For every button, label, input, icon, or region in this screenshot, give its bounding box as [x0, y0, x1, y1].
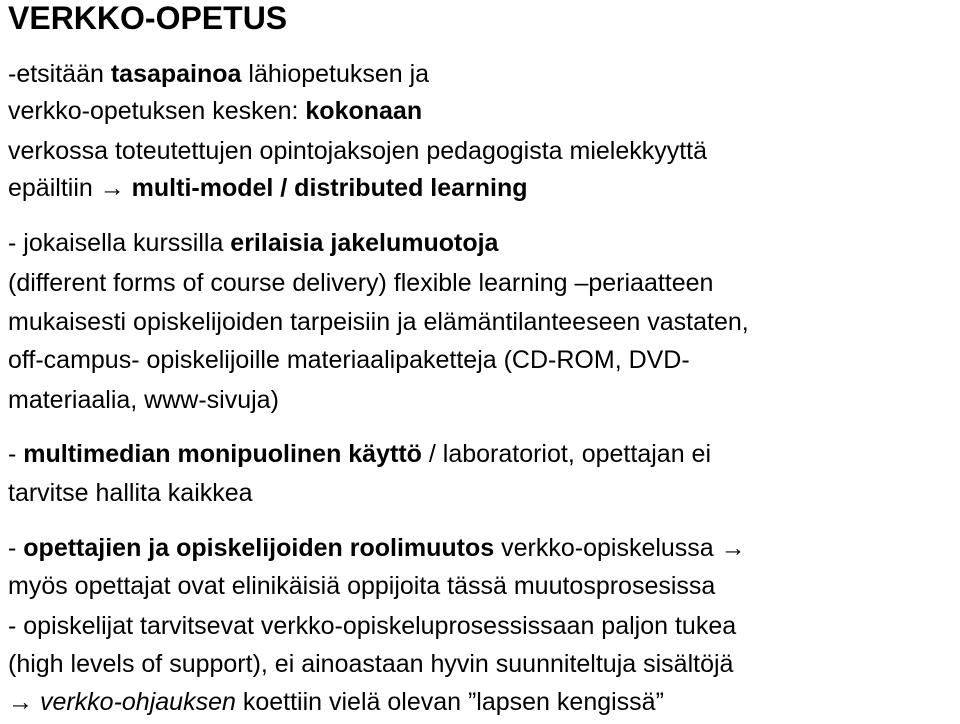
- text-run: - opiskelijat tarvitsevat verkko-opiskeluprosessissaan paljon tukea: [8, 612, 737, 640]
- text-run: erilaisia jakelumuotoja: [230, 229, 499, 257]
- text-run: kokonaan: [305, 97, 423, 125]
- text-line: [8, 267, 713, 299]
- text-run: / laboratoriot, opettajan ei: [421, 440, 711, 468]
- arrow-icon: →: [8, 688, 33, 716]
- text-run: tarvitse hallita kaikkea: [8, 479, 253, 507]
- text-line: [8, 686, 664, 718]
- text-line: [8, 532, 746, 564]
- text-run: verkko-ohjauksen: [33, 688, 236, 716]
- text-run: lähiopetuksen ja: [241, 60, 430, 88]
- text-line: [8, 344, 690, 376]
- text-run: myös opettajat ovat elinikäisiä oppijoita tässä muutosprosesissa: [8, 572, 716, 600]
- text-run: -etsitään: [8, 60, 111, 88]
- text-run: -: [8, 440, 24, 468]
- text-line: [8, 135, 707, 167]
- text-line: [8, 477, 253, 509]
- text-run: - jokaisella kurssilla: [8, 229, 231, 257]
- arrow-icon: →: [720, 534, 746, 562]
- text-line: [8, 570, 715, 602]
- text-run: verkossa toteutettujen opintojaksojen pedagogista mielekkyyttä: [8, 137, 708, 165]
- text-run: (high levels of support), ei ainoastaan hyvin suunniteltuja sisältöjä: [8, 650, 734, 678]
- text-run: materiaalia, www-sivuja): [8, 386, 279, 414]
- text-run: -: [8, 534, 24, 562]
- text-line: [8, 648, 733, 680]
- text-line: [8, 227, 498, 259]
- text-line: [8, 610, 736, 642]
- arrow-icon: →: [99, 174, 125, 202]
- text-run: mukaisesti opiskelijoiden tarpeisiin ja elämäntilanteeseen vastaten,: [8, 308, 749, 336]
- page-title: VERKKO-OPETUS: [8, 0, 288, 36]
- text-run: verkko-opetuksen kesken:: [8, 97, 306, 125]
- text-line: [8, 438, 711, 470]
- text-run: tasapainoa: [110, 60, 242, 88]
- text-line: [8, 172, 528, 204]
- text-run: opettajien ja opiskelijoiden roolimuutos: [23, 534, 495, 562]
- text-run: multimedian monipuolinen käyttö: [23, 440, 422, 468]
- text-run: (different forms of course delivery) flexible learning –periaatteen: [8, 269, 714, 297]
- text-run: verkko-opiskelussa: [494, 534, 721, 562]
- text-run: off-campus- opiskelijoille materiaalipaketteja (CD-ROM, DVD-: [8, 346, 690, 374]
- text-run: epäiltiin: [8, 174, 100, 202]
- text-run: koettiin vielä olevan ”lapsen kengissä”: [235, 688, 664, 716]
- text-line: [8, 306, 749, 338]
- text-run: multi-model / distributed learning: [124, 174, 528, 202]
- text-line: [8, 58, 429, 90]
- text-line: [8, 95, 422, 127]
- text-line: [8, 384, 279, 416]
